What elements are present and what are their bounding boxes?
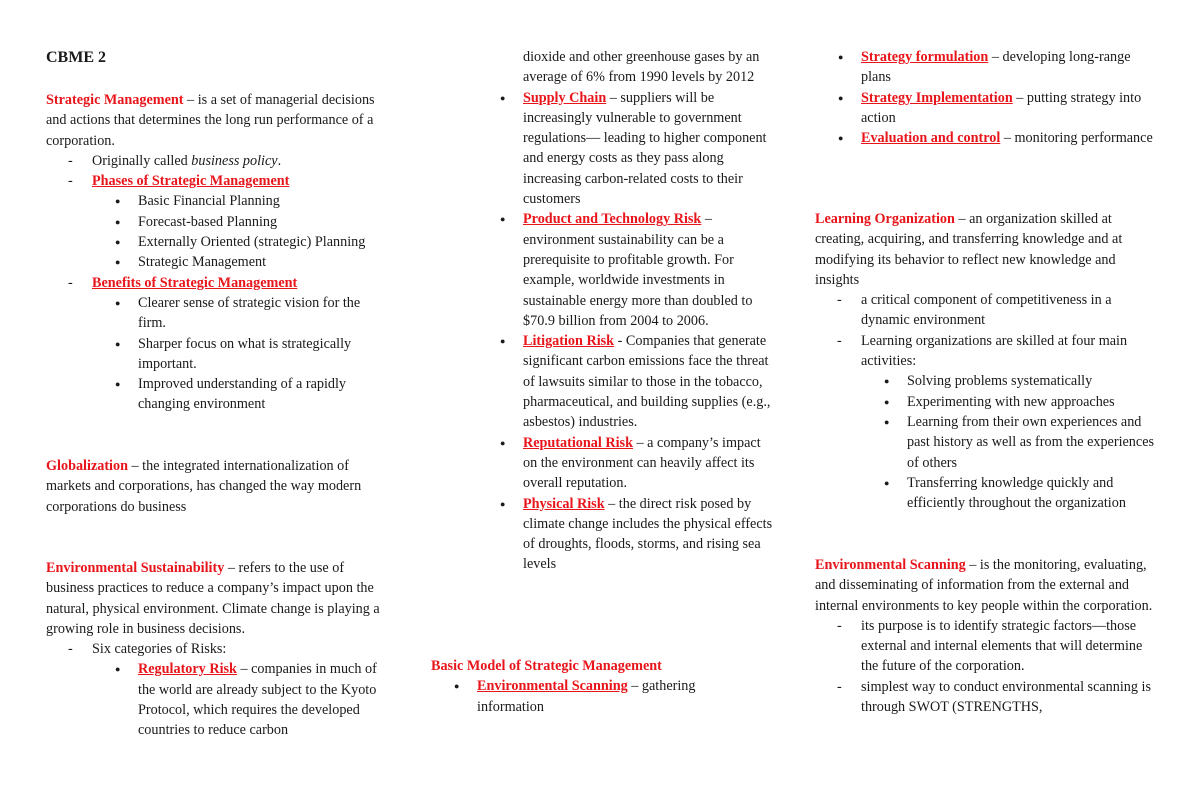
list-item: ● Clearer sense of strategic vision for the firm. bbox=[92, 293, 391, 334]
list-item: ● Learning from their own experiences and past history as well as from the experiences of others bbox=[861, 412, 1160, 473]
env-scanning-def: Environmental Scanning – is the monitoring, evaluating, and disseminating of information from the external and internal environments to key people within the corporation. bbox=[815, 557, 1153, 614]
list-item bbox=[46, 273, 391, 415]
list-item: ● Regulatory Risk – companies in much of the world are already subject to the Kyoto Protocol, which requires the developed countries to reduce carbon bbox=[92, 659, 391, 740]
link-strategy-implementation[interactable]: Strategy Implementation bbox=[861, 89, 1013, 106]
column-1-globalization bbox=[46, 456, 391, 517]
list-item: - Six categories of Risks: ● Regulatory Risk – companies in much of the world are already subject to the Kyoto Protocol, which requires the developed countries to reduce carbon bbox=[46, 639, 391, 740]
list-item: ● Forecast-based Planning bbox=[92, 212, 391, 232]
list-item: ● Strategic Management bbox=[92, 252, 391, 272]
list-item: ● Evaluation and control – monitoring performance bbox=[815, 128, 1160, 148]
link-evaluation-control[interactable]: Evaluation and control bbox=[861, 130, 1001, 147]
column-1-env bbox=[46, 558, 391, 741]
globalization-def: Globalization – the integrated internationalization of markets and corporations, has changed the way modern corporations do business bbox=[46, 458, 362, 515]
basic-model-heading: Basic Model of Strategic Management bbox=[431, 658, 662, 674]
page-title: CBME 2 bbox=[46, 49, 106, 66]
list-item: - simplest way to conduct environmental scanning is through SWOT (STRENGTHS, bbox=[815, 677, 1160, 718]
link-reputational-risk[interactable]: Reputational Risk bbox=[523, 434, 633, 451]
column-3-learning bbox=[815, 209, 1160, 513]
list-item: - its purpose is to identify strategic factors—those external and internal elements that will determine the future of the corporation. bbox=[815, 616, 1160, 677]
link-benefits[interactable]: Benefits of Strategic Management bbox=[92, 274, 298, 291]
list-item: ● Strategy Implementation – putting strategy into action bbox=[815, 88, 1160, 129]
list-item: ● Basic Financial Planning bbox=[92, 191, 391, 211]
list-item: ● Solving problems systematically bbox=[861, 371, 1160, 391]
learning-org-def: Learning Organization – an organization skilled at creating, acquiring, and transferring knowledge and at modifying its behavior to reflect new knowledge and insights bbox=[815, 211, 1123, 288]
link-litigation-risk[interactable]: Litigation Risk bbox=[523, 333, 615, 350]
column-3 bbox=[815, 47, 1160, 148]
list-item: ● Supply Chain – suppliers will be increasingly vulnerable to government regulations— leading to higher component and energy costs as they pass along increasing carbon-related costs to their customers bbox=[477, 88, 777, 210]
list-item: ● Externally Oriented (strategic) Planning bbox=[92, 232, 391, 252]
link-product-risk[interactable]: Product and Technology Risk bbox=[523, 211, 702, 228]
env-sustainability-def: Environmental Sustainability – refers to the use of business practices to reduce a company’s impact upon the natural, physical environment. Climate change is playing a growing role in business decisions. bbox=[46, 560, 380, 637]
column-2-model bbox=[431, 656, 751, 717]
list-item: ● Environmental Scanning – gathering information bbox=[431, 676, 751, 717]
link-strategy-formulation[interactable]: Strategy formulation bbox=[861, 49, 989, 65]
list-item: ● Product and Technology Risk – environment sustainability can be a prerequisite to profitable growth. For example, worldwide investments in sustainable energy more than doubled to $70.9 billion from 2004 to 2006. bbox=[477, 209, 777, 331]
risk-list bbox=[477, 88, 777, 575]
list-item bbox=[46, 171, 391, 272]
list-item: ● Litigation Risk - Companies that generate significant carbon emissions face the threat of lawsuits similar to those in the tobacco, pharmaceutical, and building supplies (e.g., asbestos) industries. bbox=[477, 331, 777, 432]
continued-text: dioxide and other greenhouse gases by an average of 6% from 1990 levels by 2012 bbox=[523, 49, 760, 86]
list-item: - Learning organizations are skilled at four main activities: ● Solving problems systematically ● Experimenting with new approaches ● Learning from their own experiences and past history as well as from the experiences of others ● Transferring knowledge quickly and efficiently throughout the organization bbox=[815, 331, 1160, 514]
list-item: ● Improved understanding of a rapidly changing environment bbox=[92, 374, 391, 415]
list-item: - Originally called business policy. bbox=[46, 151, 391, 171]
column-2 bbox=[477, 47, 777, 575]
list-item: ● Reputational Risk – a company’s impact on the environment can heavily affect its overall reputation. bbox=[477, 433, 777, 494]
column-3-scanning bbox=[815, 555, 1160, 717]
list-item: ● Experimenting with new approaches bbox=[861, 392, 1160, 412]
link-regulatory-risk[interactable]: Regulatory Risk bbox=[138, 661, 237, 678]
link-phases[interactable]: Phases of Strategic Management bbox=[92, 173, 290, 190]
list-item: - a critical component of competitiveness in a dynamic environment bbox=[815, 290, 1160, 331]
list-item: ● Transferring knowledge quickly and efficiently throughout the organization bbox=[861, 473, 1160, 514]
column-1 bbox=[46, 90, 391, 415]
sm-list bbox=[46, 151, 391, 415]
list-item: ● Physical Risk – the direct risk posed by climate change includes the physical effects of droughts, floods, storms, and rising sea levels bbox=[477, 494, 777, 575]
link-physical-risk[interactable]: Physical Risk bbox=[523, 495, 605, 512]
list-item: ● Sharper focus on what is strategically important. bbox=[92, 334, 391, 375]
strategic-management-def: Strategic Management – is a set of managerial decisions and actions that determines the long run performance of a corporation. bbox=[46, 92, 375, 149]
link-supply-chain[interactable]: Supply Chain bbox=[523, 89, 607, 106]
term: Strategic Management bbox=[46, 92, 184, 108]
list-item: ● Strategy formulation – developing long-range plans bbox=[815, 47, 1160, 88]
link-env-scanning[interactable]: Environmental Scanning bbox=[477, 678, 628, 695]
